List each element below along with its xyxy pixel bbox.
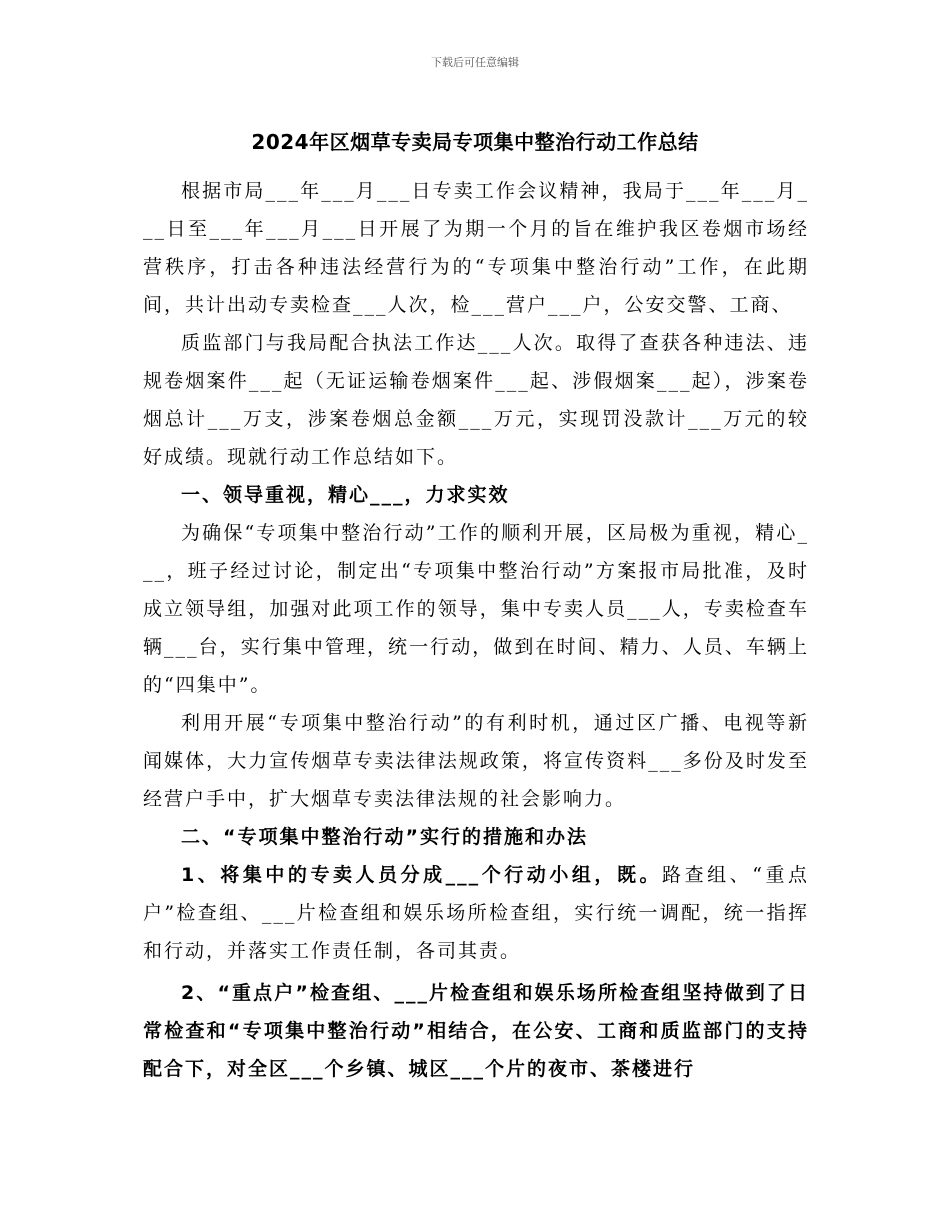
header-note: 下载后可任意编辑 xyxy=(431,56,519,69)
measure-1-rest-text: 路查组、“重点户”检查组、___片检查组和娱乐场所检查组，实行统一调配，统一指挥和行动，并落实工作责任制，各司其责。 xyxy=(143,864,809,962)
paragraph-leadership: 为确保“专项集中整治行动”工作的顺利开展，区局极为重视，精心___，班子经过讨论，制定出“专项集中整治行动”方案报市局批准，及时成立领导组，加强对此项工作的领导，集中专卖人员___人，专卖检查车辆___台，实行集中管理，统一行动，做到在时间、精力、人员、车辆上的“四集中”。 xyxy=(143,522,809,696)
paragraph-measure-2: 2、“重点户”检查组、___片检查组和娱乐场所检查组坚持做到了日常检查和“专项集中整治行动”相结合，在公安、工商和质监部门的支持配合下，对全区___个乡镇、城区___个片的夜市、茶楼进行 xyxy=(143,982,809,1080)
measure-1-lead-text: 1、将集中的专卖人员分成___个行动小组，既。 xyxy=(181,864,663,886)
document-title: 2024年区烟草专卖局专项集中整治行动工作总结 xyxy=(251,130,699,154)
paragraph-publicity: 利用开展“专项集中整治行动”的有利时机，通过区广播、电视等新闻媒体，大力宣传烟草专卖法律法规政策，将宣传资料___多份及时发至经营户手中，扩大烟草专卖法律法规的社会影响力。 xyxy=(143,712,809,810)
section-heading-1: 一、领导重视，精心___，力求实效 xyxy=(181,484,510,506)
paragraph-intro: 根据市局___年___月___日专卖工作会议精神，我局于___年___月___日至___年___月___日开展了为期一个月的旨在维护我区卷烟市场经营秩序，打击各种违法经营行为的“专项集中整治行动”工作，在此期间，共计出动专卖检查___人次，检___营户___户，公安交警、工商、 xyxy=(143,180,809,316)
document-body xyxy=(143,172,809,1088)
paragraph-results: 质监部门与我局配合执法工作达___人次。取得了查获各种违法、违规卷烟案件___起（无证运输卷烟案件___起、涉假烟案___起），涉案卷烟总计___万支，涉案卷烟总金额___万元，实现罚没款计___万元的较好成绩。现就行动工作总结如下。 xyxy=(143,332,809,468)
paragraph-measure-1-lead xyxy=(143,856,809,970)
section-heading-2: 二、“专项集中整治行动”实行的措施和办法 xyxy=(181,826,588,848)
